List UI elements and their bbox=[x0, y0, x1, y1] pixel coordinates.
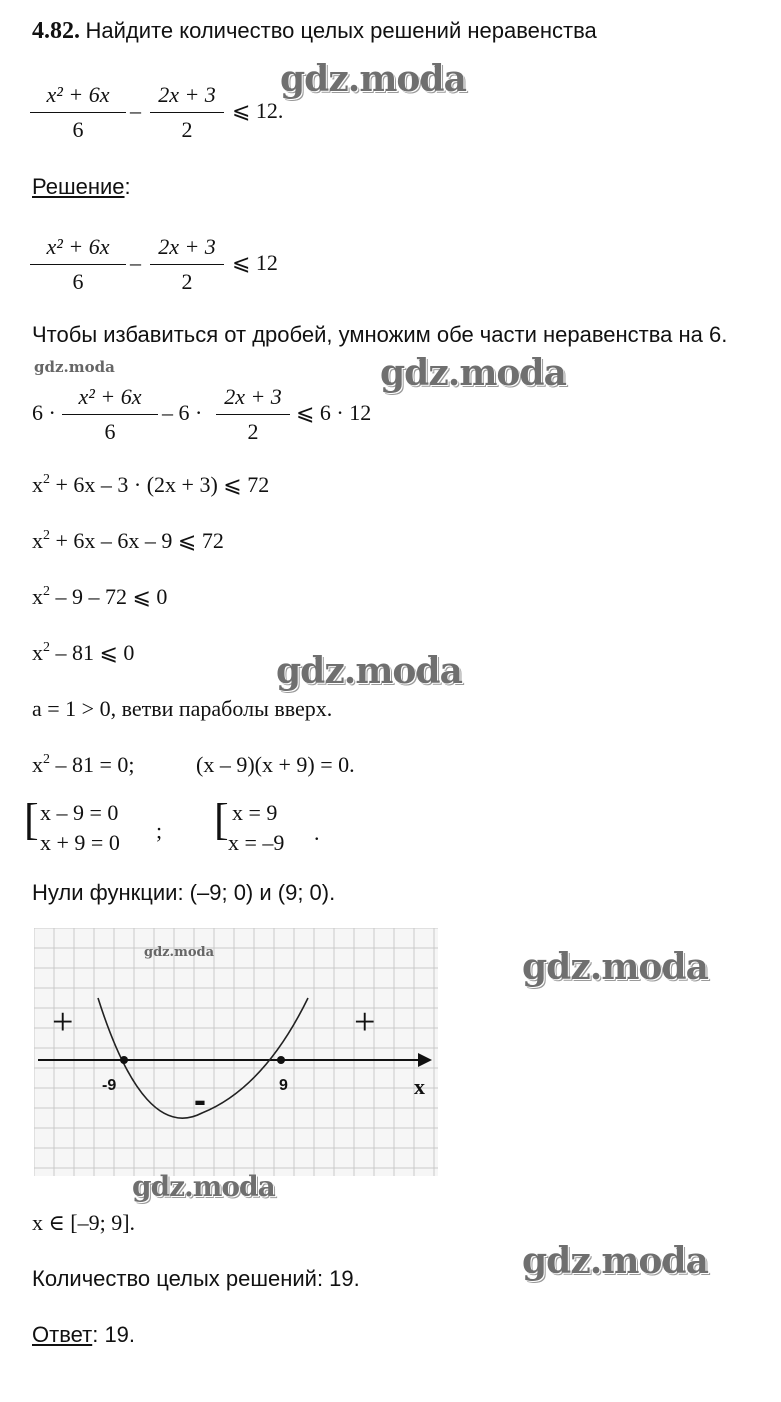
inequality-tail: ⩽ 12 bbox=[232, 250, 278, 275]
system-2-line-a: x = 9 bbox=[232, 800, 278, 825]
fraction-2 bbox=[150, 234, 224, 295]
answer-label: Ответ bbox=[32, 1322, 93, 1347]
fraction-denominator: 2 bbox=[247, 419, 259, 444]
line-text: + 6x – 3 · (2x + 3) ⩽ 72 bbox=[50, 472, 270, 497]
fraction-denominator: 6 bbox=[104, 419, 116, 444]
exponent: 2 bbox=[43, 584, 50, 599]
solution-colon: : bbox=[124, 174, 131, 199]
graph-background bbox=[34, 928, 438, 1176]
answer-line bbox=[32, 1322, 135, 1348]
system-separator: ; bbox=[156, 818, 163, 843]
watermark: gdz.moda bbox=[380, 352, 566, 394]
fraction-numerator: x² + 6x bbox=[46, 82, 110, 107]
line-text: x bbox=[32, 640, 43, 665]
expr3-lead: 6 · bbox=[32, 400, 56, 425]
problem-heading bbox=[32, 18, 597, 45]
bracket-left-1: [ bbox=[24, 795, 39, 844]
fraction-numerator: 2x + 3 bbox=[224, 384, 282, 409]
root-point-right bbox=[277, 1056, 285, 1064]
line-text: + 6x – 6x – 9 ⩽ 72 bbox=[50, 528, 224, 553]
line-text: – 9 – 72 ⩽ 0 bbox=[50, 584, 168, 609]
watermark-small: gdz.moda bbox=[144, 945, 215, 960]
line-text: x bbox=[32, 528, 43, 553]
line-text: x bbox=[32, 472, 43, 497]
fraction-denominator: 6 bbox=[72, 117, 84, 142]
fraction-bar bbox=[216, 414, 290, 415]
problem-text: Найдите количество целых решений неравенства bbox=[85, 18, 597, 43]
exponent: 2 bbox=[43, 640, 50, 655]
fraction-2 bbox=[150, 82, 224, 143]
equation-line bbox=[32, 752, 135, 778]
root-point-left bbox=[120, 1056, 128, 1064]
watermark: gdz.moda bbox=[522, 946, 708, 988]
watermark: gdz.moda bbox=[132, 1170, 275, 1203]
fraction-1 bbox=[62, 384, 158, 445]
fraction-bar bbox=[30, 264, 126, 265]
problem-number: 4.82. bbox=[32, 18, 80, 44]
interval-text: x ∈ [–9; 9]. bbox=[32, 1210, 136, 1235]
fraction-denominator: 2 bbox=[181, 117, 193, 142]
x-axis-label: x bbox=[414, 1074, 425, 1099]
line-3 bbox=[32, 584, 167, 610]
solution-label-text: Решение bbox=[32, 174, 125, 199]
line-text: – 81 = 0; bbox=[50, 752, 135, 777]
exponent: 2 bbox=[43, 472, 50, 487]
expr3-tail: ⩽ 6 · 12 bbox=[296, 400, 372, 425]
exponent: 2 bbox=[43, 752, 50, 767]
system-end: . bbox=[314, 820, 320, 845]
minus-sign-region: - bbox=[194, 1079, 206, 1120]
expr3-mid: – 6 · bbox=[162, 400, 203, 425]
fraction-numerator: x² + 6x bbox=[46, 234, 110, 259]
bracket-left-2: [ bbox=[214, 795, 229, 844]
inequality-tail: ⩽ 12. bbox=[232, 98, 284, 123]
fraction-2 bbox=[216, 384, 290, 445]
watermark: gdz.moda bbox=[522, 1240, 708, 1282]
fraction-1 bbox=[30, 234, 126, 295]
fraction-numerator: 2x + 3 bbox=[158, 234, 216, 259]
fraction-numerator: 2x + 3 bbox=[158, 82, 216, 107]
plus-sign-right: + bbox=[354, 1001, 376, 1043]
watermark: gdz.moda bbox=[276, 650, 462, 692]
fraction-denominator: 6 bbox=[72, 269, 84, 294]
minus-sign: – bbox=[130, 98, 141, 123]
line-text: – 81 ⩽ 0 bbox=[50, 640, 135, 665]
line-4 bbox=[32, 640, 134, 666]
line-text: x bbox=[32, 752, 43, 777]
system-1-line-a: x – 9 = 0 bbox=[40, 800, 119, 825]
branches-text: a = 1 > 0, ветви параболы вверх. bbox=[32, 696, 333, 721]
exponent: 2 bbox=[43, 528, 50, 543]
line-text: x bbox=[32, 584, 43, 609]
count-text: Количество целых решений: 19. bbox=[32, 1266, 360, 1291]
system-1-line-b: x + 9 = 0 bbox=[40, 830, 120, 855]
zeros-text: Нули функции: (–9; 0) и (9; 0). bbox=[32, 880, 336, 905]
plus-sign-left: + bbox=[52, 1001, 74, 1043]
step-text: Чтобы избавиться от дробей, умножим обе части неравенства на 6. bbox=[32, 322, 728, 347]
factored-equation: (x – 9)(x + 9) = 0. bbox=[196, 752, 355, 777]
fraction-denominator: 2 bbox=[181, 269, 193, 294]
answer-value: : 19. bbox=[92, 1322, 136, 1347]
root-label-left: -9 bbox=[102, 1077, 117, 1094]
solution-label bbox=[32, 174, 131, 200]
root-label-right: 9 bbox=[279, 1077, 288, 1094]
watermark: gdz.moda bbox=[280, 58, 466, 100]
line-1 bbox=[32, 472, 269, 498]
fraction-bar bbox=[150, 112, 224, 113]
system-2-line-b: x = –9 bbox=[228, 830, 285, 855]
parabola-graph bbox=[34, 928, 438, 1176]
fraction-1 bbox=[30, 82, 126, 143]
watermark-small: gdz.moda bbox=[34, 358, 115, 376]
fraction-bar bbox=[62, 414, 158, 415]
fraction-bar bbox=[150, 264, 224, 265]
line-2 bbox=[32, 528, 224, 554]
fraction-numerator: x² + 6x bbox=[78, 384, 142, 409]
minus-sign: – bbox=[130, 250, 141, 275]
fraction-bar bbox=[30, 112, 126, 113]
